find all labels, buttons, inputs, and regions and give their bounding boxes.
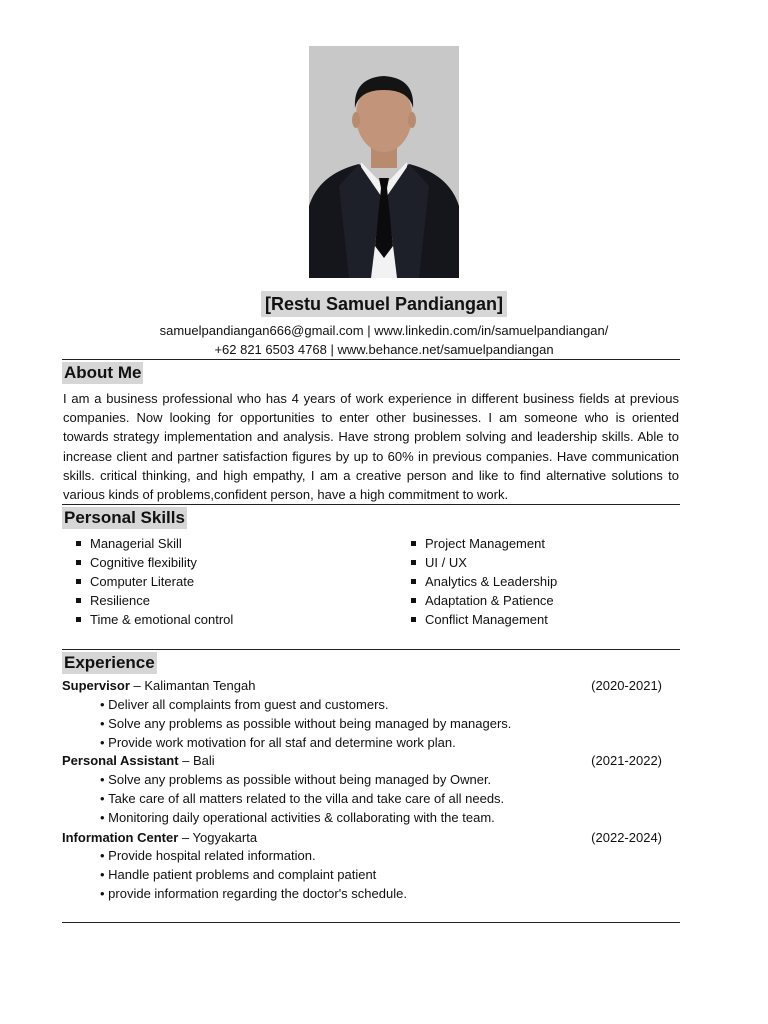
- job-role: Personal Assistant: [62, 753, 179, 768]
- candidate-name: [Restu Samuel Pandiangan]: [261, 291, 507, 317]
- duty-item: • provide information regarding the doctor's schedule.: [100, 884, 407, 903]
- job-header: [62, 828, 662, 847]
- skill-item: Resilience: [63, 591, 233, 610]
- duty-item: • Take care of all matters related to the villa and take care of all needs.: [100, 789, 504, 808]
- job-location: – Yogyakarta: [178, 830, 258, 845]
- job-header: [62, 751, 662, 770]
- duty-item: • Deliver all complaints from guest and customers.: [100, 695, 511, 714]
- skills-list-left: [63, 534, 233, 629]
- divider: [62, 649, 680, 650]
- duty-item: • Provide hospital related information.: [100, 846, 407, 865]
- contact-line-phone-behance: +62 821 6503 4768 | www.behance.net/samuelpandiangan: [214, 342, 554, 357]
- name-wrapper: [0, 291, 768, 317]
- duty-item: • Provide work motivation for all staf and determine work plan.: [100, 733, 511, 752]
- divider: [62, 504, 680, 505]
- job-role: Information Center: [62, 830, 179, 845]
- contact-line-email-linkedin: samuelpandiangan666@gmail.com | www.linkedin.com/in/samuelpandiangan/: [159, 323, 609, 338]
- job-location: – Bali: [178, 753, 215, 768]
- duty-item: • Solve any problems as possible without being managed by Owner.: [100, 770, 504, 789]
- duty-item: • Monitoring daily operational activities & collaborating with the team.: [100, 808, 504, 827]
- job-period: (2022-2024): [591, 830, 662, 845]
- skill-item: Computer Literate: [63, 572, 233, 591]
- duty-item: • Handle patient problems and complaint patient: [100, 865, 407, 884]
- job-duties: [100, 846, 407, 903]
- profile-photo: [309, 46, 459, 278]
- about-text: I am a business professional who has 4 years of work experience in different business fields at previous companies. Now looking for opportunities to enter other businesses. I am someone who is oriented towards strategy implementation and analysis. Have strong problem solving and leadership skills. Able to increase client and partner satisfaction figures by up to 60% in previous companies. Have communication skills. critical thinking, and high empathy, I am a creative person and like to find alternative solutions to various kinds of problems,confident person, have a high commitment to work.: [63, 391, 679, 503]
- skill-item: UI / UX: [398, 553, 557, 572]
- skill-item: Project Management: [398, 534, 557, 553]
- duty-item: • Solve any problems as possible without being managed by managers.: [100, 714, 511, 733]
- job-duties: [100, 770, 504, 827]
- skill-item: Adaptation & Patience: [398, 591, 557, 610]
- divider: [62, 359, 680, 360]
- skill-item: Analytics & Leadership: [398, 572, 557, 591]
- skill-item: Conflict Management: [398, 610, 557, 629]
- job-duties: [100, 695, 511, 752]
- skill-item: Time & emotional control: [63, 610, 233, 629]
- job-role: Supervisor: [62, 678, 130, 693]
- skill-item: Managerial Skill: [63, 534, 233, 553]
- about-section-title: About Me: [64, 363, 142, 382]
- job-period: (2021-2022): [591, 753, 662, 768]
- skill-item: Cognitive flexibility: [63, 553, 233, 572]
- divider: [62, 922, 680, 923]
- job-header: [62, 676, 662, 695]
- skills-section-title: Personal Skills: [64, 508, 185, 527]
- job-period: (2020-2021): [591, 678, 662, 693]
- experience-section-title: Experience: [64, 653, 155, 672]
- job-location: – Kalimantan Tengah: [129, 678, 256, 693]
- skills-list-right: [398, 534, 557, 629]
